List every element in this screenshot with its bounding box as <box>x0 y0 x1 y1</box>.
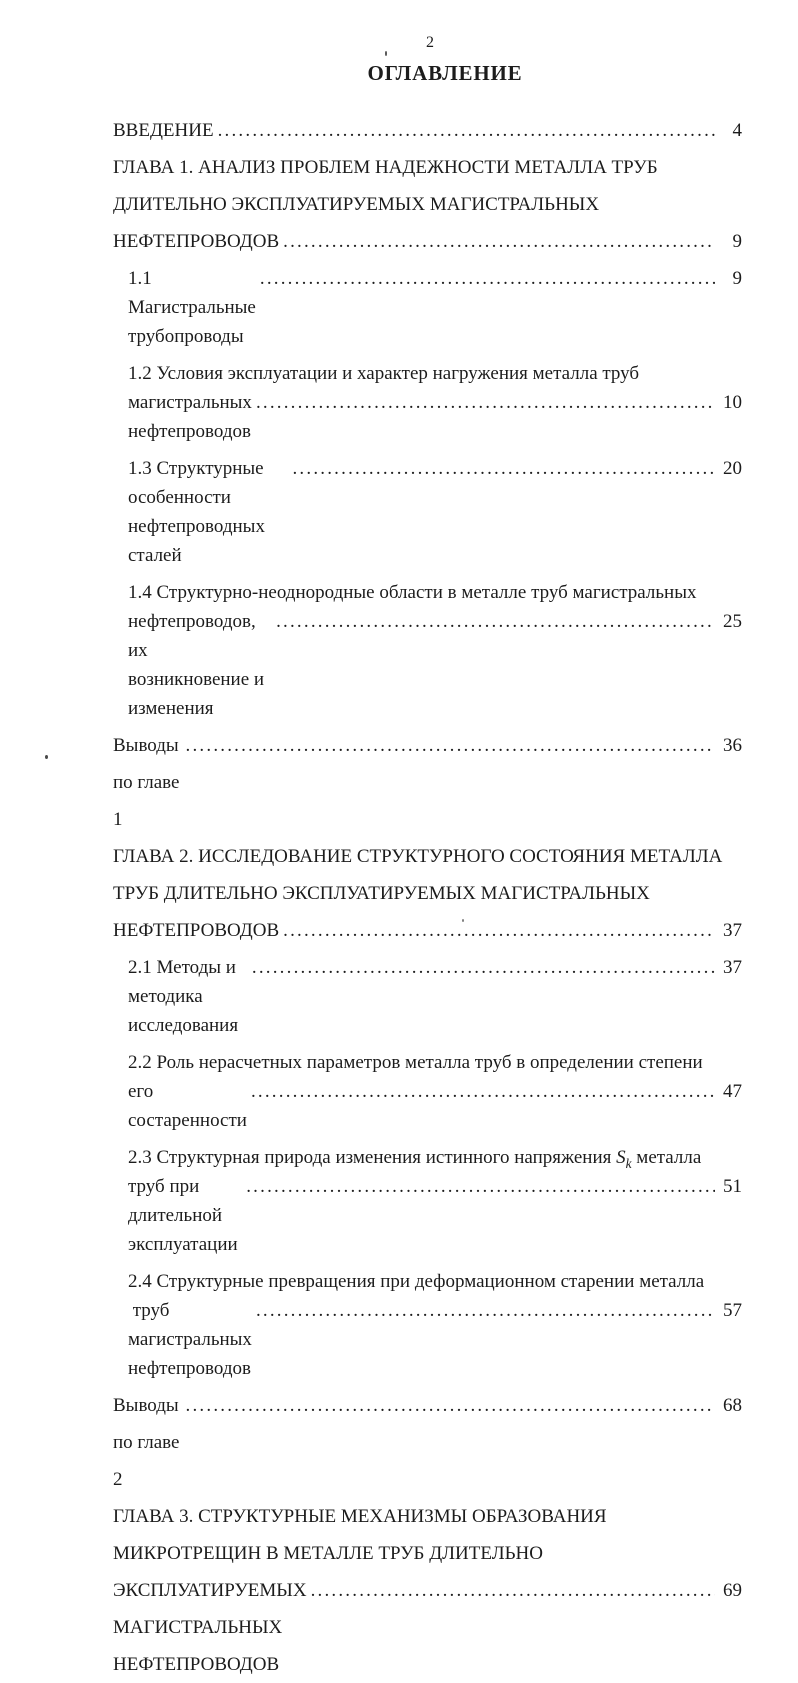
dot-leader <box>311 1572 715 1683</box>
toc-line-text <box>113 223 279 260</box>
toc-line <box>113 727 742 838</box>
toc-text-run: ТРУБ ДЛИТЕЛЬНО ЭКСПЛУАТИРУЕМЫХ МАГИСТРАЛЬНЫХ <box>113 883 650 904</box>
toc-entry-chapter <box>113 838 742 949</box>
toc-line-text <box>113 727 185 838</box>
toc-entry-section <box>128 578 742 723</box>
toc-line-text <box>113 1535 543 1572</box>
toc-line-text <box>128 388 257 446</box>
toc-text-run: 2.3 Структурная природа изменения истинного напряжения <box>128 1147 617 1168</box>
toc-line-text <box>128 1048 703 1077</box>
toc-line <box>128 359 742 388</box>
toc-page-ref: 9 <box>732 231 742 252</box>
scan-artifact-dot <box>385 51 387 56</box>
toc-line <box>128 1048 742 1077</box>
toc-text-run: МИКРОТРЕЩИН В МЕТАЛЛЕ ТРУБ ДЛИТЕЛЬНО <box>113 1543 543 1564</box>
toc-text-run: металла <box>631 1147 702 1168</box>
toc-line-text <box>128 1077 247 1135</box>
toc-line-text <box>113 1387 185 1498</box>
toc-line <box>128 264 742 351</box>
toc-entry-section <box>128 264 742 351</box>
toc-text-run: ГЛАВА 3. СТРУКТУРНЫЕ МЕХАНИЗМЫ ОБРАЗОВАНИЯ <box>113 1506 607 1527</box>
toc-text-run: ВВЕДЕНИЕ <box>113 120 214 141</box>
dot-leader <box>218 112 715 149</box>
toc-line-text <box>128 1143 701 1172</box>
toc-line <box>128 1077 742 1135</box>
toc-line <box>113 223 742 260</box>
toc-line-text <box>113 1572 312 1683</box>
toc-entry-chapter <box>113 727 742 838</box>
toc-line-text <box>128 264 261 351</box>
toc-page-ref: 51 <box>723 1176 742 1197</box>
toc-entry-chapter <box>113 1387 742 1498</box>
document-title: ОГЛАВЛЕНИЕ <box>367 61 523 85</box>
toc-text-run: его состаренности <box>128 1081 247 1131</box>
toc-line-text <box>113 112 214 149</box>
toc-line <box>128 1172 742 1259</box>
toc-line-text <box>113 186 599 223</box>
toc-line <box>113 186 742 223</box>
toc-text-run: НЕФТЕПРОВОДОВ <box>113 231 280 252</box>
toc-text-run: 2.2 Роль нерасчетных параметров металла труб в определении степени <box>128 1052 703 1073</box>
toc-text-run: 1.1 Магистральные трубопроводы <box>128 268 261 347</box>
dot-leader <box>276 607 715 723</box>
toc-line-text <box>113 149 658 186</box>
toc-text-run: 1.4 Структурно-неоднородные области в металле труб магистральных <box>128 582 697 603</box>
toc-entry-chapter <box>113 1498 742 1683</box>
toc-text-run: Выводы по главе 2 <box>113 1395 185 1490</box>
dot-leader <box>283 912 715 949</box>
toc-line-text <box>128 1172 242 1259</box>
toc-line <box>128 1143 742 1172</box>
toc-entry-section <box>128 1048 742 1135</box>
dot-leader <box>186 1387 715 1498</box>
toc-page-ref: 4 <box>732 120 742 141</box>
dot-leader <box>186 727 715 838</box>
toc-line-text <box>128 1267 704 1296</box>
toc-line <box>113 875 742 912</box>
dot-leader <box>256 1296 715 1383</box>
toc-line <box>128 953 742 1040</box>
toc-entry-section <box>128 359 742 446</box>
toc-text-run: Выводы по главе 1 <box>113 735 185 830</box>
toc-page-ref: 37 <box>723 957 742 978</box>
toc-text-run: 2.4 Структурные превращения при деформационном старении металла <box>128 1271 705 1292</box>
toc-text-run: магистральных нефтепроводов <box>128 392 257 442</box>
toc-line-text <box>128 454 288 570</box>
toc-page-ref: 47 <box>723 1081 742 1102</box>
toc-line <box>128 454 742 570</box>
toc-line <box>128 607 742 723</box>
toc-page-ref: 10 <box>723 392 742 413</box>
toc-page-ref: 36 <box>723 735 742 756</box>
toc-line-text <box>128 359 639 388</box>
toc-text-run: k <box>625 1155 632 1171</box>
toc-line <box>113 149 742 186</box>
scan-artifact-dot <box>462 919 464 922</box>
toc-page-ref: 69 <box>723 1580 742 1601</box>
toc-line <box>128 578 742 607</box>
toc-page-ref: 25 <box>723 611 742 632</box>
toc-line <box>113 912 742 949</box>
toc-text-run: НЕФТЕПРОВОДОВ <box>113 920 280 941</box>
toc-line-text <box>128 953 248 1040</box>
toc-text-run: ГЛАВА 1. АНАЛИЗ ПРОБЛЕМ НАДЕЖНОСТИ МЕТАЛЛА ТРУБ <box>113 157 658 178</box>
toc-page-ref: 57 <box>723 1300 742 1321</box>
dot-leader <box>283 223 715 260</box>
toc-line <box>113 1535 742 1572</box>
toc-text-run: труб магистральных нефтепроводов <box>128 1300 257 1379</box>
toc-entry-section <box>128 1267 742 1383</box>
toc-page-ref: 20 <box>723 458 742 479</box>
toc-text-run: ГЛАВА 2. ИССЛЕДОВАНИЕ СТРУКТУРНОГО СОСТОЯНИЯ МЕТАЛЛА <box>113 846 723 867</box>
dot-leader <box>260 264 715 351</box>
toc-text-run: ЭКСПЛУАТИРУЕМЫХ МАГИСТРАЛЬНЫХ НЕФТЕПРОВОДОВ <box>113 1580 312 1675</box>
toc-text-run: 1.3 Структурные особенности нефтепроводных сталей <box>128 458 270 566</box>
toc-entry-chapter <box>113 149 742 260</box>
toc-line <box>128 1296 742 1383</box>
toc-list <box>113 112 742 1683</box>
toc-line-text <box>113 912 279 949</box>
toc-text-run: нефтепроводов, их возникновение и изменения <box>128 611 269 719</box>
toc-text-run: труб при длительной эксплуатации <box>128 1176 238 1255</box>
dot-leader <box>246 1172 715 1259</box>
toc-text-run: ДЛИТЕЛЬНО ЭКСПЛУАТИРУЕМЫХ МАГИСТРАЛЬНЫХ <box>113 194 600 215</box>
toc-page-ref: 68 <box>723 1395 742 1416</box>
toc-line <box>128 388 742 446</box>
toc-text-run: S <box>616 1147 626 1168</box>
toc-entry-chapter <box>113 112 742 149</box>
toc-line-text <box>128 607 272 723</box>
toc-entry-section <box>128 953 742 1040</box>
toc-line-text <box>128 1296 257 1383</box>
toc-line <box>128 1267 742 1296</box>
toc-line <box>113 838 742 875</box>
toc-line <box>113 1498 742 1535</box>
toc-line-text <box>113 875 650 912</box>
toc-line-text <box>128 578 696 607</box>
toc-line <box>113 1572 742 1683</box>
toc-line-text <box>113 1498 607 1535</box>
toc-text-run: 1.2 Условия эксплуатации и характер нагружения металла труб <box>128 363 640 384</box>
toc-line-text <box>113 838 722 875</box>
dot-leader <box>292 454 715 570</box>
toc-page-ref: 37 <box>723 920 742 941</box>
toc-entry-section <box>128 454 742 570</box>
toc-line <box>113 112 742 149</box>
dot-leader <box>251 1077 715 1135</box>
dot-leader <box>256 388 715 446</box>
toc-line <box>113 1387 742 1498</box>
dot-leader <box>252 953 715 1040</box>
toc-page-ref: 9 <box>732 268 742 289</box>
toc-entry-section <box>128 1143 742 1259</box>
scan-artifact-dot <box>45 755 48 759</box>
page-number: 2 <box>426 34 435 51</box>
toc-text-run: 2.1 Методы и методика исследования <box>128 957 241 1036</box>
